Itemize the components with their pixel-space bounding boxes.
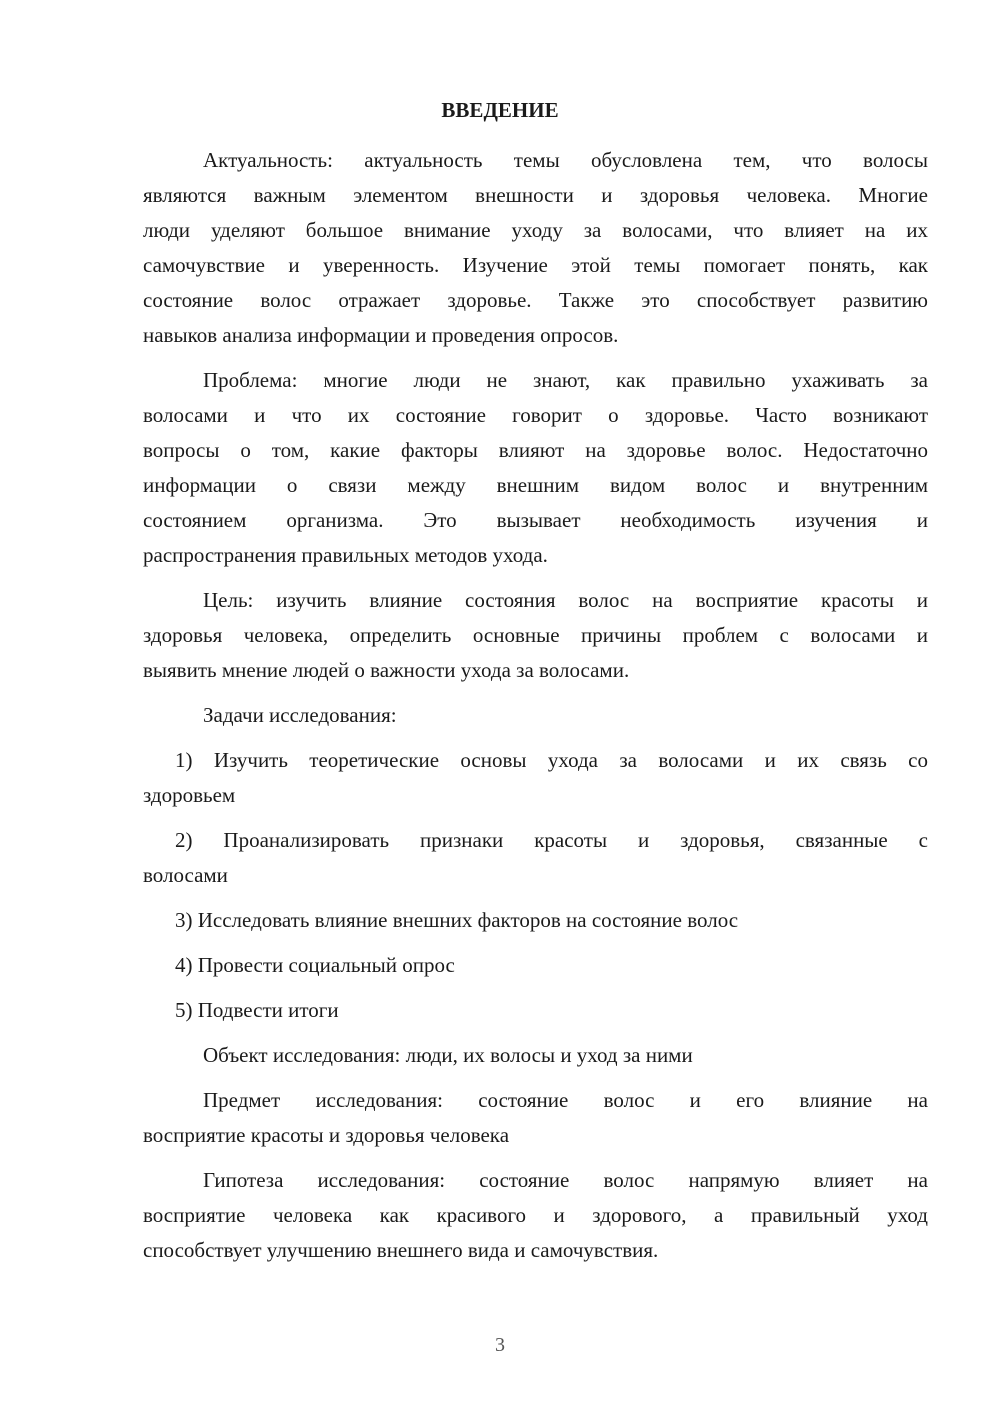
task-list-item	[143, 950, 928, 985]
section-title: ВВЕДЕНИЕ	[441, 98, 559, 122]
page-number: 3	[495, 1334, 505, 1356]
text-line: здоровья человека, определить основные причины проблем с волосами и	[143, 623, 928, 647]
text-line: восприятие красоты и здоровья человека	[143, 1123, 510, 1147]
document-body	[143, 145, 928, 1280]
text-line: люди уделяют большое внимание уходу за волосами, что влияет на их	[143, 218, 928, 242]
text-line: 3) Исследовать влияние внешних факторов на состояние волос	[175, 908, 739, 932]
text-line: Задачи исследования:	[203, 703, 397, 727]
text-line: Объект исследования: люди, их волосы и уход за ними	[203, 1043, 693, 1067]
paragraph	[143, 1085, 928, 1155]
text-line: Цель: изучить влияние состояния волос на восприятие красоты и	[203, 588, 928, 612]
text-line: 2) Проанализировать признаки красоты и здоровья, связанные с	[175, 828, 928, 852]
text-line: восприятие человека как красивого и здорового, а правильный уход	[143, 1203, 928, 1227]
text-line: волосами и что их состояние говорит о здоровье. Часто возникают	[143, 403, 928, 427]
text-line: 4) Провести социальный опрос	[175, 953, 455, 977]
text-line: самочувствие и уверенность. Изучение этой темы помогает понять, как	[143, 253, 928, 277]
text-line: информации о связи между внешним видом волос и внутренним	[143, 473, 928, 497]
text-line: Проблема: многие люди не знают, как правильно ухаживать за	[203, 368, 928, 392]
paragraph	[143, 700, 928, 735]
task-list-item	[143, 825, 928, 895]
task-list-item	[143, 745, 928, 815]
text-line: Предмет исследования: состояние волос и его влияние на	[203, 1088, 928, 1112]
text-line: Гипотеза исследования: состояние волос напрямую влияет на	[203, 1168, 928, 1192]
paragraph	[143, 145, 928, 355]
task-list-item	[143, 905, 928, 940]
paragraph	[143, 585, 928, 690]
text-line: 5) Подвести итоги	[175, 998, 339, 1022]
text-line: распространения правильных методов ухода.	[143, 543, 548, 567]
paragraph	[143, 365, 928, 575]
text-line: состоянием организма. Это вызывает необходимость изучения и	[143, 508, 928, 532]
task-list-item	[143, 995, 928, 1030]
text-line: способствует улучшению внешнего вида и самочувствия.	[143, 1238, 659, 1262]
text-line: 1) Изучить теоретические основы ухода за волосами и их связь со	[175, 748, 928, 772]
text-line: выявить мнение людей о важности ухода за волосами.	[143, 658, 630, 682]
text-line: навыков анализа информации и проведения опросов.	[143, 323, 619, 347]
text-line: являются важным элементом внешности и здоровья человека. Многие	[143, 183, 928, 207]
text-line: волосами	[143, 863, 228, 887]
text-line: вопросы о том, какие факторы влияют на здоровье волос. Недостаточно	[143, 438, 928, 462]
text-line: здоровьем	[143, 783, 236, 807]
text-line: состояние волос отражает здоровье. Также это способствует развитию	[143, 288, 928, 312]
text-line: Актуальность: актуальность темы обусловлена тем, что волосы	[203, 148, 928, 172]
paragraph	[143, 1165, 928, 1270]
paragraph	[143, 1040, 928, 1075]
